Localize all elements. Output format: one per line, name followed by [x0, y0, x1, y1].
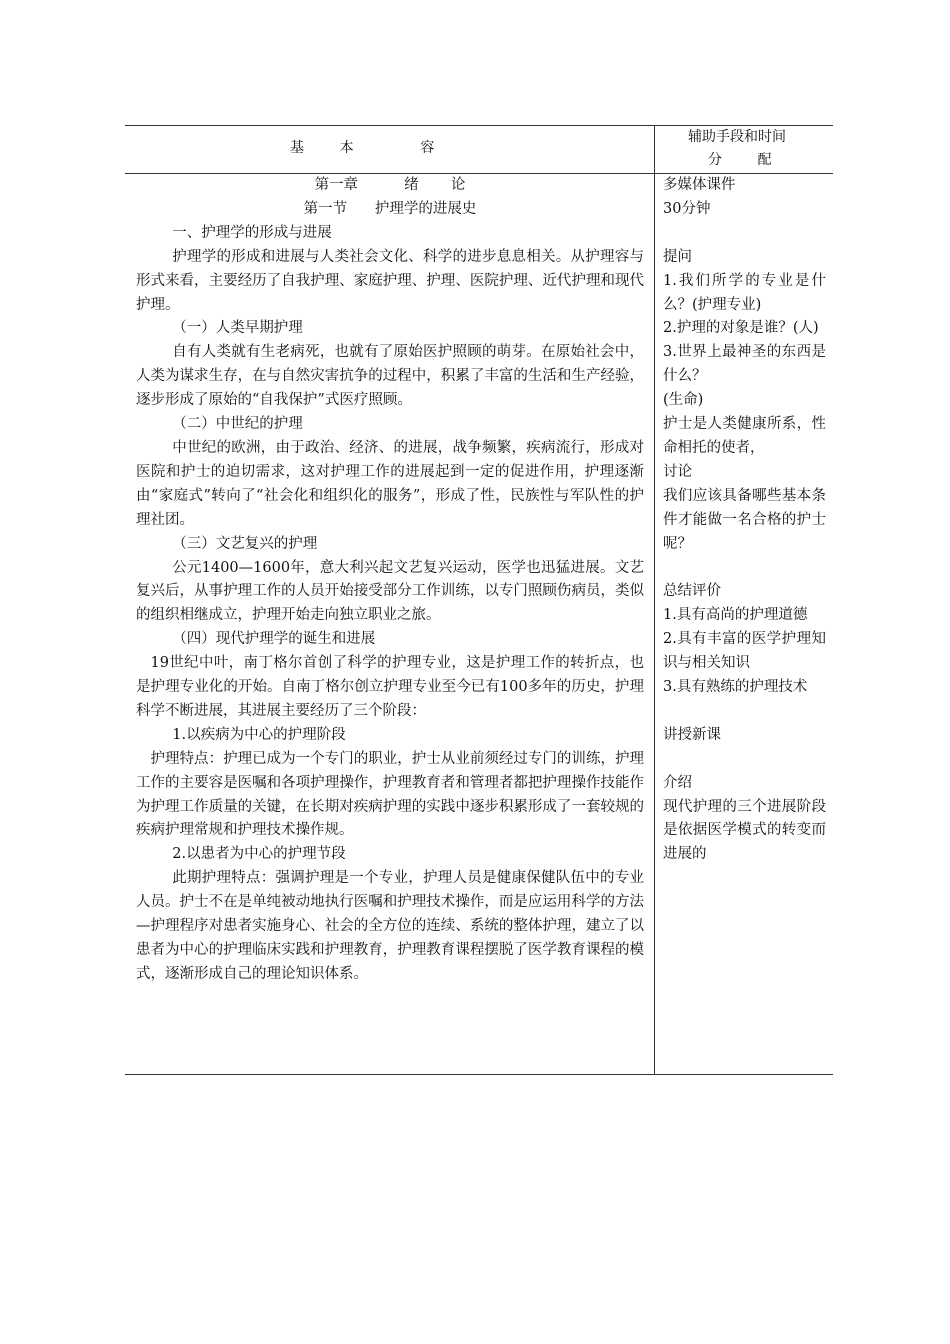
- table-column-divider: [654, 125, 655, 1075]
- intro-title: 介绍: [663, 774, 692, 791]
- heading-early: （一）人类早期护理: [172, 320, 303, 337]
- summary-title: 总结评价: [663, 583, 721, 600]
- header-left-label: 基 本 容: [290, 140, 435, 156]
- section-title: 第一节 护理学的进展史: [303, 200, 477, 217]
- discussion-text: 我们应该具备哪些基本条件才能做一名合格的护士呢？: [663, 487, 826, 552]
- aid-time: 30分钟: [663, 200, 711, 217]
- question-3: 3.世界上最神圣的东西是什么？: [663, 344, 826, 385]
- paragraph-renaissance: 公元1400—1600年，意大利兴起文艺复兴运动，医学也迅猛进展。文艺复兴后，从事护理工作的人员开始接受部分工作训练，以专门照顾伤病员，类似的组织相继成立，护理开始走向独立职业之旅。: [136, 559, 644, 624]
- question-2: 2.护理的对象是谁？(人): [663, 320, 819, 337]
- heading-patient-centered: 2.以患者为中心的护理节段: [172, 846, 346, 863]
- discussion-title: 讨论: [663, 463, 692, 480]
- aid-media: 多媒体课件: [663, 177, 736, 193]
- paragraph-early: 自有人类就有生老病死，也就有了原始医护照顾的萌芽。在原始社会中，人类为谋求生存，在与自然灾害抗争的过程中，积累了丰富的生活和生产经验，逐步形成了原始的“自我保护”式医疗照顾。: [136, 344, 644, 409]
- paragraph-patient-centered: 此期护理特点：强调护理是一个专业，护理人员是健康保健队伍中的专业人员。护士不在是单纯被动地执行医嘱和护理技术操作，而是应运用科学的方法—护理程序对患者实施身心、社会的全方位的连续、系统的整体护理，建立了以患者为中心的护理临床实践和护理教育，护理教育课程摆脱了医学教育课程的模式，逐渐形成自己的理论知识体系。: [136, 870, 644, 982]
- summary-1: 1.具有高尚的护理道德: [663, 607, 808, 624]
- heading-disease-centered: 1.以疾病为中心的护理阶段: [172, 726, 346, 743]
- question-3-answer: (生命): [663, 392, 704, 409]
- heading-renaissance: （三）文艺复兴的护理: [172, 535, 318, 552]
- table-bottom-border: [125, 1074, 833, 1075]
- main-content: [136, 174, 644, 987]
- lecture-label: 讲授新课: [663, 726, 721, 743]
- paragraph-medieval: 中世纪的欧洲，由于政治、经济、的进展，战争频繁，疾病流行，形成对医院和护士的迫切需求，这对护理工作的进展起到一定的促进作用，护理逐渐由“家庭式”转向了“社会化和组织化的服务”，形成了性，民族性与军队性的护理社团。: [136, 439, 644, 528]
- table-top-border: [125, 125, 833, 126]
- question-1: 1.我们所学的专业是什么？(护理专业): [663, 272, 826, 313]
- paragraph-disease-centered: 护理特点：护理已成为一个专门的职业，护士从业前须经过专门的训练，护理工作的主要容是医嘱和各项护理操作，护理教育者和管理者都把护理操作技能作为护理工作质量的关键，在长期对疾病护理的实践中逐步积累形成了一套较规的疾病护理常规和护理技术操作规。: [136, 750, 644, 839]
- paragraph-modern: 19世纪中叶，南丁格尔首创了科学的护理专业，这是护理工作的转折点，也是护理专业化的开始。自南丁格尔创立护理专业至今已有100多年的历史，护理科学不断进展，其进展主要经历了三个阶段：: [136, 655, 644, 719]
- header-right-label-line1: 辅助手段和时间: [688, 129, 786, 145]
- question-title: 提问: [663, 248, 692, 265]
- heading-formation: 一、护理学的形成与进展: [172, 224, 332, 241]
- aids-column: [663, 174, 826, 867]
- heading-modern: （四）现代护理学的诞生和进展: [172, 631, 376, 648]
- summary-3: 3.具有熟练的护理技术: [663, 679, 808, 695]
- chapter-title: 第一章 绪 论: [314, 177, 466, 193]
- paragraph-formation: 护理学的形成和进展与人类社会文化、科学的进步息息相关。从护理容与形式来看，主要经历了自我护理、家庭护理、护理、医院护理、近代护理和现代护理。: [136, 248, 644, 313]
- nurse-statement: 护士是人类健康所系，性命相托的使者，: [663, 416, 826, 456]
- summary-2: 2.具有丰富的医学护理知识与相关知识: [663, 631, 826, 672]
- header-right-label-line2: 分 配: [708, 152, 772, 168]
- intro-text: 现代护理的三个进展阶段是依据医学模式的转变而进展的: [663, 798, 826, 863]
- heading-medieval: （二）中世纪的护理: [172, 416, 303, 433]
